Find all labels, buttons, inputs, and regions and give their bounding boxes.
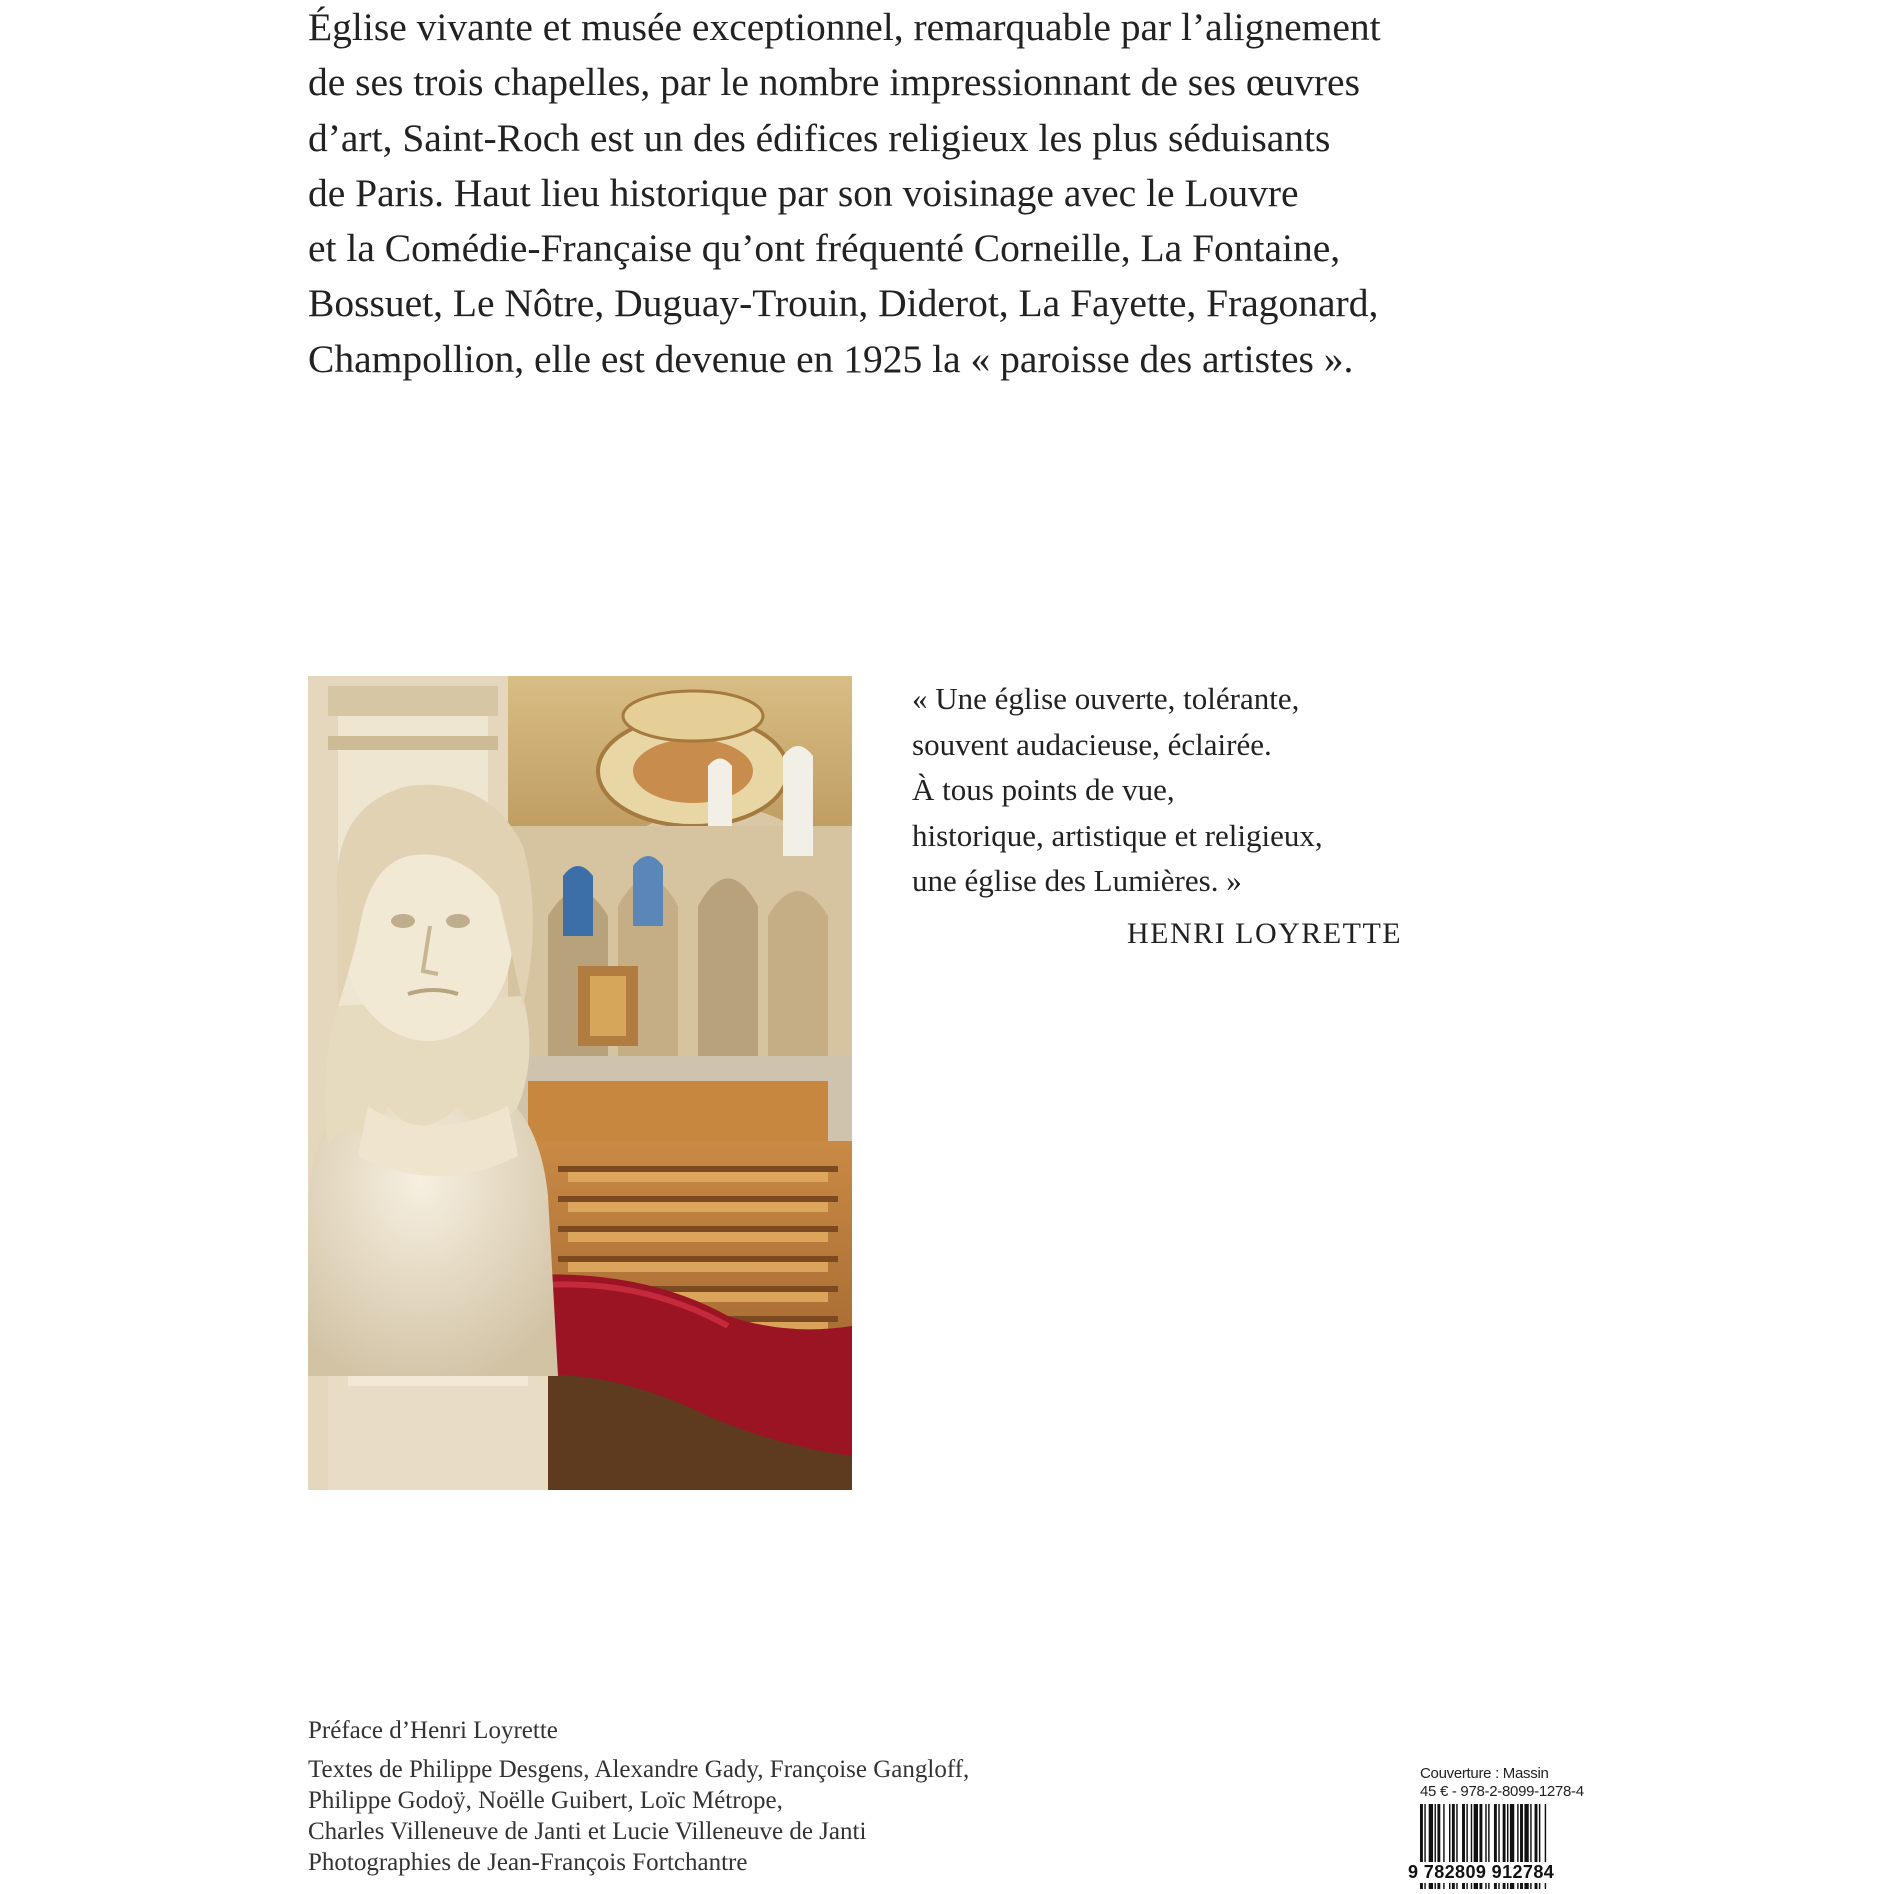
texts-credit-line: Textes de Philippe Desgens, Alexandre Gady, Françoise Gangloff,: [308, 1756, 970, 1783]
quote-line: « Une église ouverte, tolérante,: [912, 681, 1300, 716]
preface-credit: Préface d’Henri Loyrette: [308, 1717, 558, 1744]
cover-credit-block: [1420, 1765, 1584, 1801]
barcode-digits: 9 782809 912784: [1408, 1862, 1555, 1882]
intro-line: de ses trois chapelles, par le nombre impressionnant de ses œuvres: [308, 60, 1360, 105]
texts-credit-line: Philippe Godoÿ, Noëlle Guibert, Loïc Métrope,: [308, 1787, 783, 1814]
photos-credit: Photographies de Jean-François Fortchantre: [308, 1849, 748, 1876]
church-interior-illustration: [308, 676, 852, 1490]
pull-quote: [912, 676, 1512, 904]
quote-author: HENRI LOYRETTE: [1127, 917, 1403, 950]
intro-line: de Paris. Haut lieu historique par son voisinage avec le Louvre: [308, 170, 1299, 215]
quote-line: À tous points de vue,: [912, 772, 1175, 807]
quote-line: souvent audacieuse, éclairée.: [912, 726, 1272, 762]
cover-credit: Couverture : Massin: [1420, 1765, 1549, 1782]
price-isbn: 45 € - 978-2-8099-1278-4: [1420, 1783, 1584, 1800]
intro-line: et la Comédie-Française qu’ont fréquenté Corneille, La Fontaine,: [308, 226, 1341, 271]
texts-credit-line: Charles Villeneuve de Janti et Lucie Villeneuve de Janti: [308, 1818, 867, 1845]
intro-line: Bossuet, Le Nôtre, Duguay-Trouin, Diderot, La Fayette, Fragonard,: [308, 281, 1379, 326]
intro-line: Champollion, elle est devenue en 1925 la « paroisse des artistes ».: [308, 336, 1354, 381]
credits: [308, 1715, 1168, 1878]
intro-paragraph: [308, 0, 1618, 387]
intro-line: Église vivante et musée exceptionnel, remarquable par l’alignement: [308, 5, 1381, 49]
intro-line: d’art, Saint-Roch est un des édifices religieux les plus séduisants: [308, 115, 1331, 160]
quote-line: historique, artistique et religieux,: [912, 817, 1323, 853]
church-interior-photo: [308, 676, 852, 1490]
quote-line: une église des Lumières. »: [912, 863, 1242, 898]
